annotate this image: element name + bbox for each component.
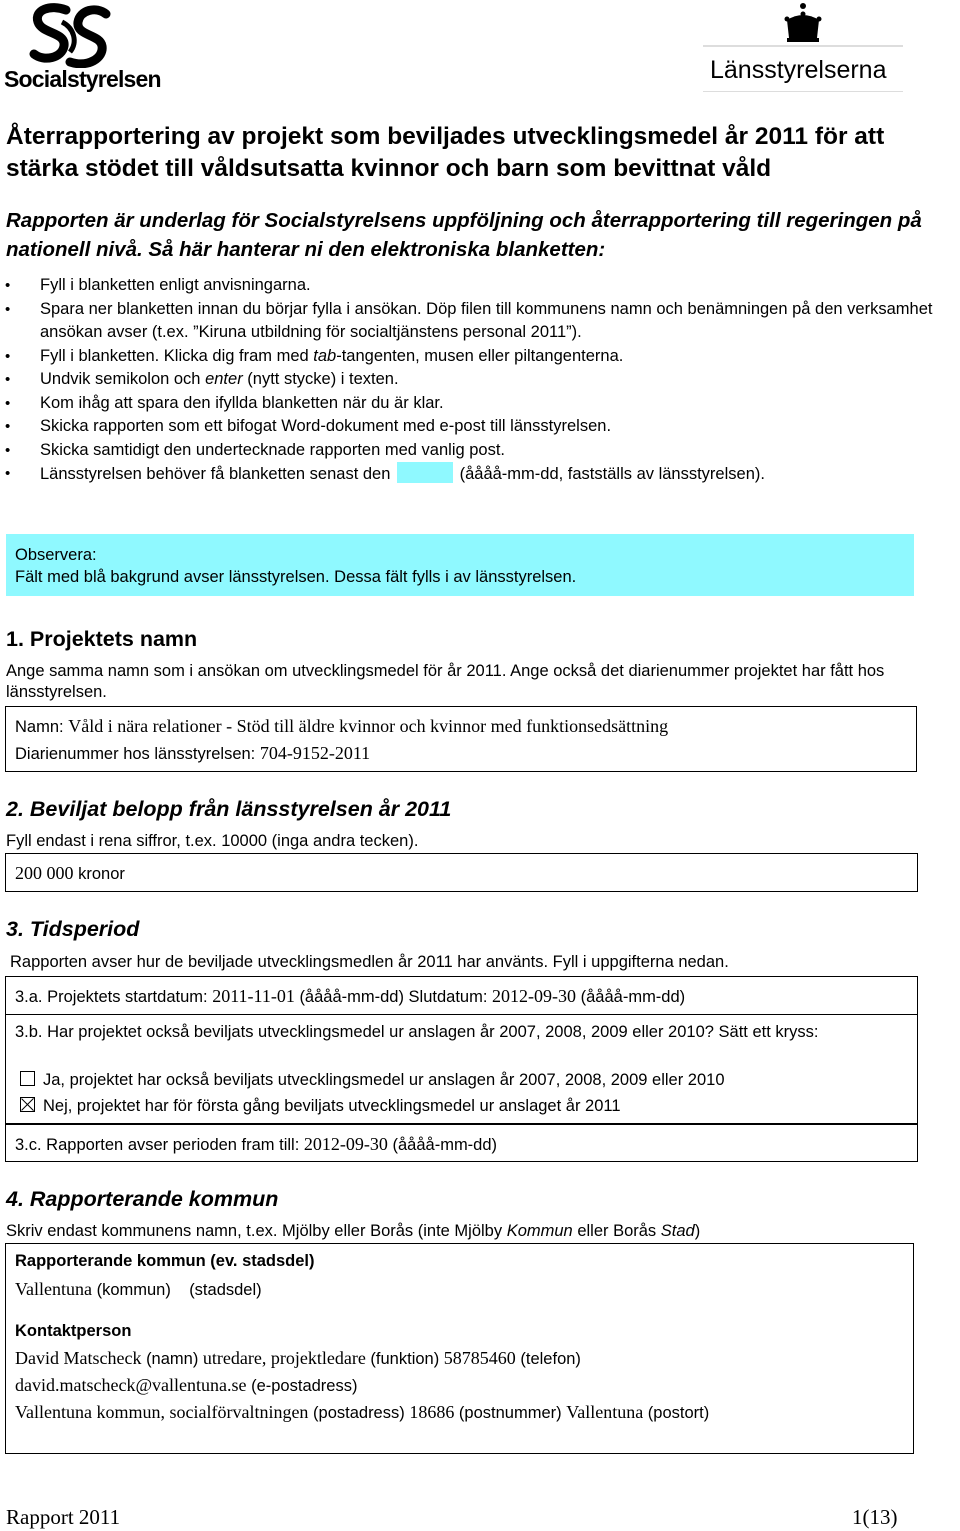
list-item: • Skicka rapporten som ett bifogat Word-dokument med e-post till länsstyrelsen.: [0, 415, 950, 439]
previous-funding-box: [5, 1014, 918, 1124]
contact-field-address[interactable]: Vallentuna kommun, socialförvaltningen (postadress) 18686 (postnummer) Vallentuna (postort): [15, 1402, 710, 1422]
report-period-box: [5, 1124, 918, 1162]
footer-page-number: 1(13): [852, 1505, 898, 1529]
municipality-heading: Rapporterande kommun (ev. stadsdel): [15, 1252, 315, 1270]
start-date-value: 2011-11-01: [212, 986, 295, 1006]
section-2-description: Fyll endast i rena siffror, t.ex. 10000 (inga andra tecken).: [6, 832, 419, 850]
municipality-box: [5, 1243, 914, 1454]
section-4-description: Skriv endast kommunens namn, t.ex. Mjölby eller Borås (inte Mjölby Kommun eller Borås Stad): [6, 1222, 701, 1240]
lansstyrelserna-logo: [703, 0, 906, 92]
project-name-field[interactable]: Namn: Våld i nära relationer - Stöd till äldre kvinnor och kvinnor med funktionsedsättning: [15, 716, 669, 736]
list-item: • Kom ihåg att spara den ifyllda blanketten när du är klar.: [0, 392, 950, 416]
section-2-heading: 2. Beviljat belopp från länsstyrelsen år 2011: [6, 797, 452, 821]
list-item: • Spara ner blanketten innan du börjar fylla i ansökan. Döp filen till kommunens namn och benämningen på den verksamhet ansökan avser (t.ex. ”Kiruna utbildning för socialtjänstens personal 2011”).: [0, 298, 950, 345]
period-dates-field[interactable]: 3.a. Projektets startdatum: 2011-11-01 (åååå-mm-dd) Slutdatum: 2012-09-30 (åååå-mm-dd): [15, 986, 686, 1006]
observe-heading: Observera:: [15, 546, 97, 564]
list-item: • Undvik semikolon och enter (nytt stycke) i texten.: [0, 368, 950, 392]
observe-notice: [6, 534, 914, 596]
list-item: • Fyll i blanketten. Klicka dig fram med tab-tangenten, musen eller piltangenterna.: [0, 345, 950, 369]
section-3-description: Rapporten avser hur de beviljade utvecklingsmedlen år 2011 har använts. Fyll i uppgifterna nedan.: [10, 953, 729, 971]
footer-report-label: Rapport 2011: [6, 1505, 121, 1529]
municipality-field[interactable]: Vallentuna (kommun) (stadsdel): [15, 1279, 262, 1299]
observe-text: Fält med blå bakgrund avser länsstyrelsen. Dessa fält fylls i av länsstyrelsen.: [15, 568, 577, 586]
instruction-list: [0, 274, 950, 487]
section-1-description: Ange samma namn som i ansökan om utvecklingsmedel för år 2011. Ange också det diarienummer projektet har fått hos länsstyrelsen.: [6, 662, 885, 701]
contact-field-email[interactable]: david.matscheck@vallentuna.se (e-postadress): [15, 1375, 358, 1395]
section-4-heading: 4. Rapporterande kommun: [6, 1187, 279, 1211]
socialstyrelsen-logo-text: Socialstyrelsen: [4, 66, 161, 92]
section-1-heading: 1. Projektets namn: [6, 627, 198, 651]
list-item: • Skicka samtidigt den undertecknade rapporten med vanlig post.: [0, 439, 950, 463]
amount-box: [5, 853, 918, 892]
checkbox-yes[interactable]: [20, 1071, 35, 1086]
document-title: Återrapportering av projekt som beviljades utvecklingsmedel år 2011 för att stärka stödet till våldsutsatta kvinnor och barn som bevittnat våld: [6, 123, 885, 182]
socialstyrelsen-emblem-icon: [4, 2, 149, 68]
option-yes[interactable]: Ja, projektet har också beviljats utvecklingsmedel ur anslagen år 2007, 2008, 2009 eller 2010: [20, 1071, 725, 1090]
report-period-field[interactable]: 3.c. Rapporten avser perioden fram till: 2012-09-30 (åååå-mm-dd): [15, 1134, 498, 1154]
deadline-date-field[interactable]: [397, 462, 453, 483]
list-item: • Länsstyrelsen behöver få blanketten senast den (åååå-mm-dd, fastställs av länsstyrelsen).: [0, 462, 950, 487]
contact-heading: Kontaktperson: [15, 1322, 132, 1340]
option-no[interactable]: Nej, projektet har för första gång beviljats utvecklingsmedel ur anslaget år 2011: [20, 1097, 621, 1116]
document-subtitle: Rapporten är underlag för Socialstyrelsens uppföljning och återrapportering till regeringen på nationell nivå. Så här hanterar ni den elektroniska blanketten:: [6, 209, 922, 261]
amount-field[interactable]: 200 000 kronor: [15, 863, 125, 883]
previous-funding-question: 3.b. Har projektet också beviljats utvecklingsmedel ur anslagen år 2007, 2008, 2009 eller 2010? Sätt ett kryss:: [15, 1023, 819, 1041]
project-name-box: [5, 706, 917, 772]
lansstyrelserna-logo-text: Länsstyrelserna: [710, 56, 887, 84]
period-dates-box: [5, 976, 918, 1015]
end-date-value: 2012-09-30: [492, 986, 577, 1006]
contact-field-name[interactable]: David Matscheck (namn) utredare, projektledare (funktion) 58785460 (telefon): [15, 1348, 581, 1368]
section-3-heading: 3. Tidsperiod: [6, 917, 140, 941]
checkbox-no-checked[interactable]: [20, 1097, 35, 1112]
list-item: • Fyll i blanketten enligt anvisningarna.: [0, 274, 950, 298]
socialstyrelsen-logo: [4, 2, 161, 94]
diarienummer-field[interactable]: Diarienummer hos länsstyrelsen: 704-9152-2011: [15, 743, 371, 763]
